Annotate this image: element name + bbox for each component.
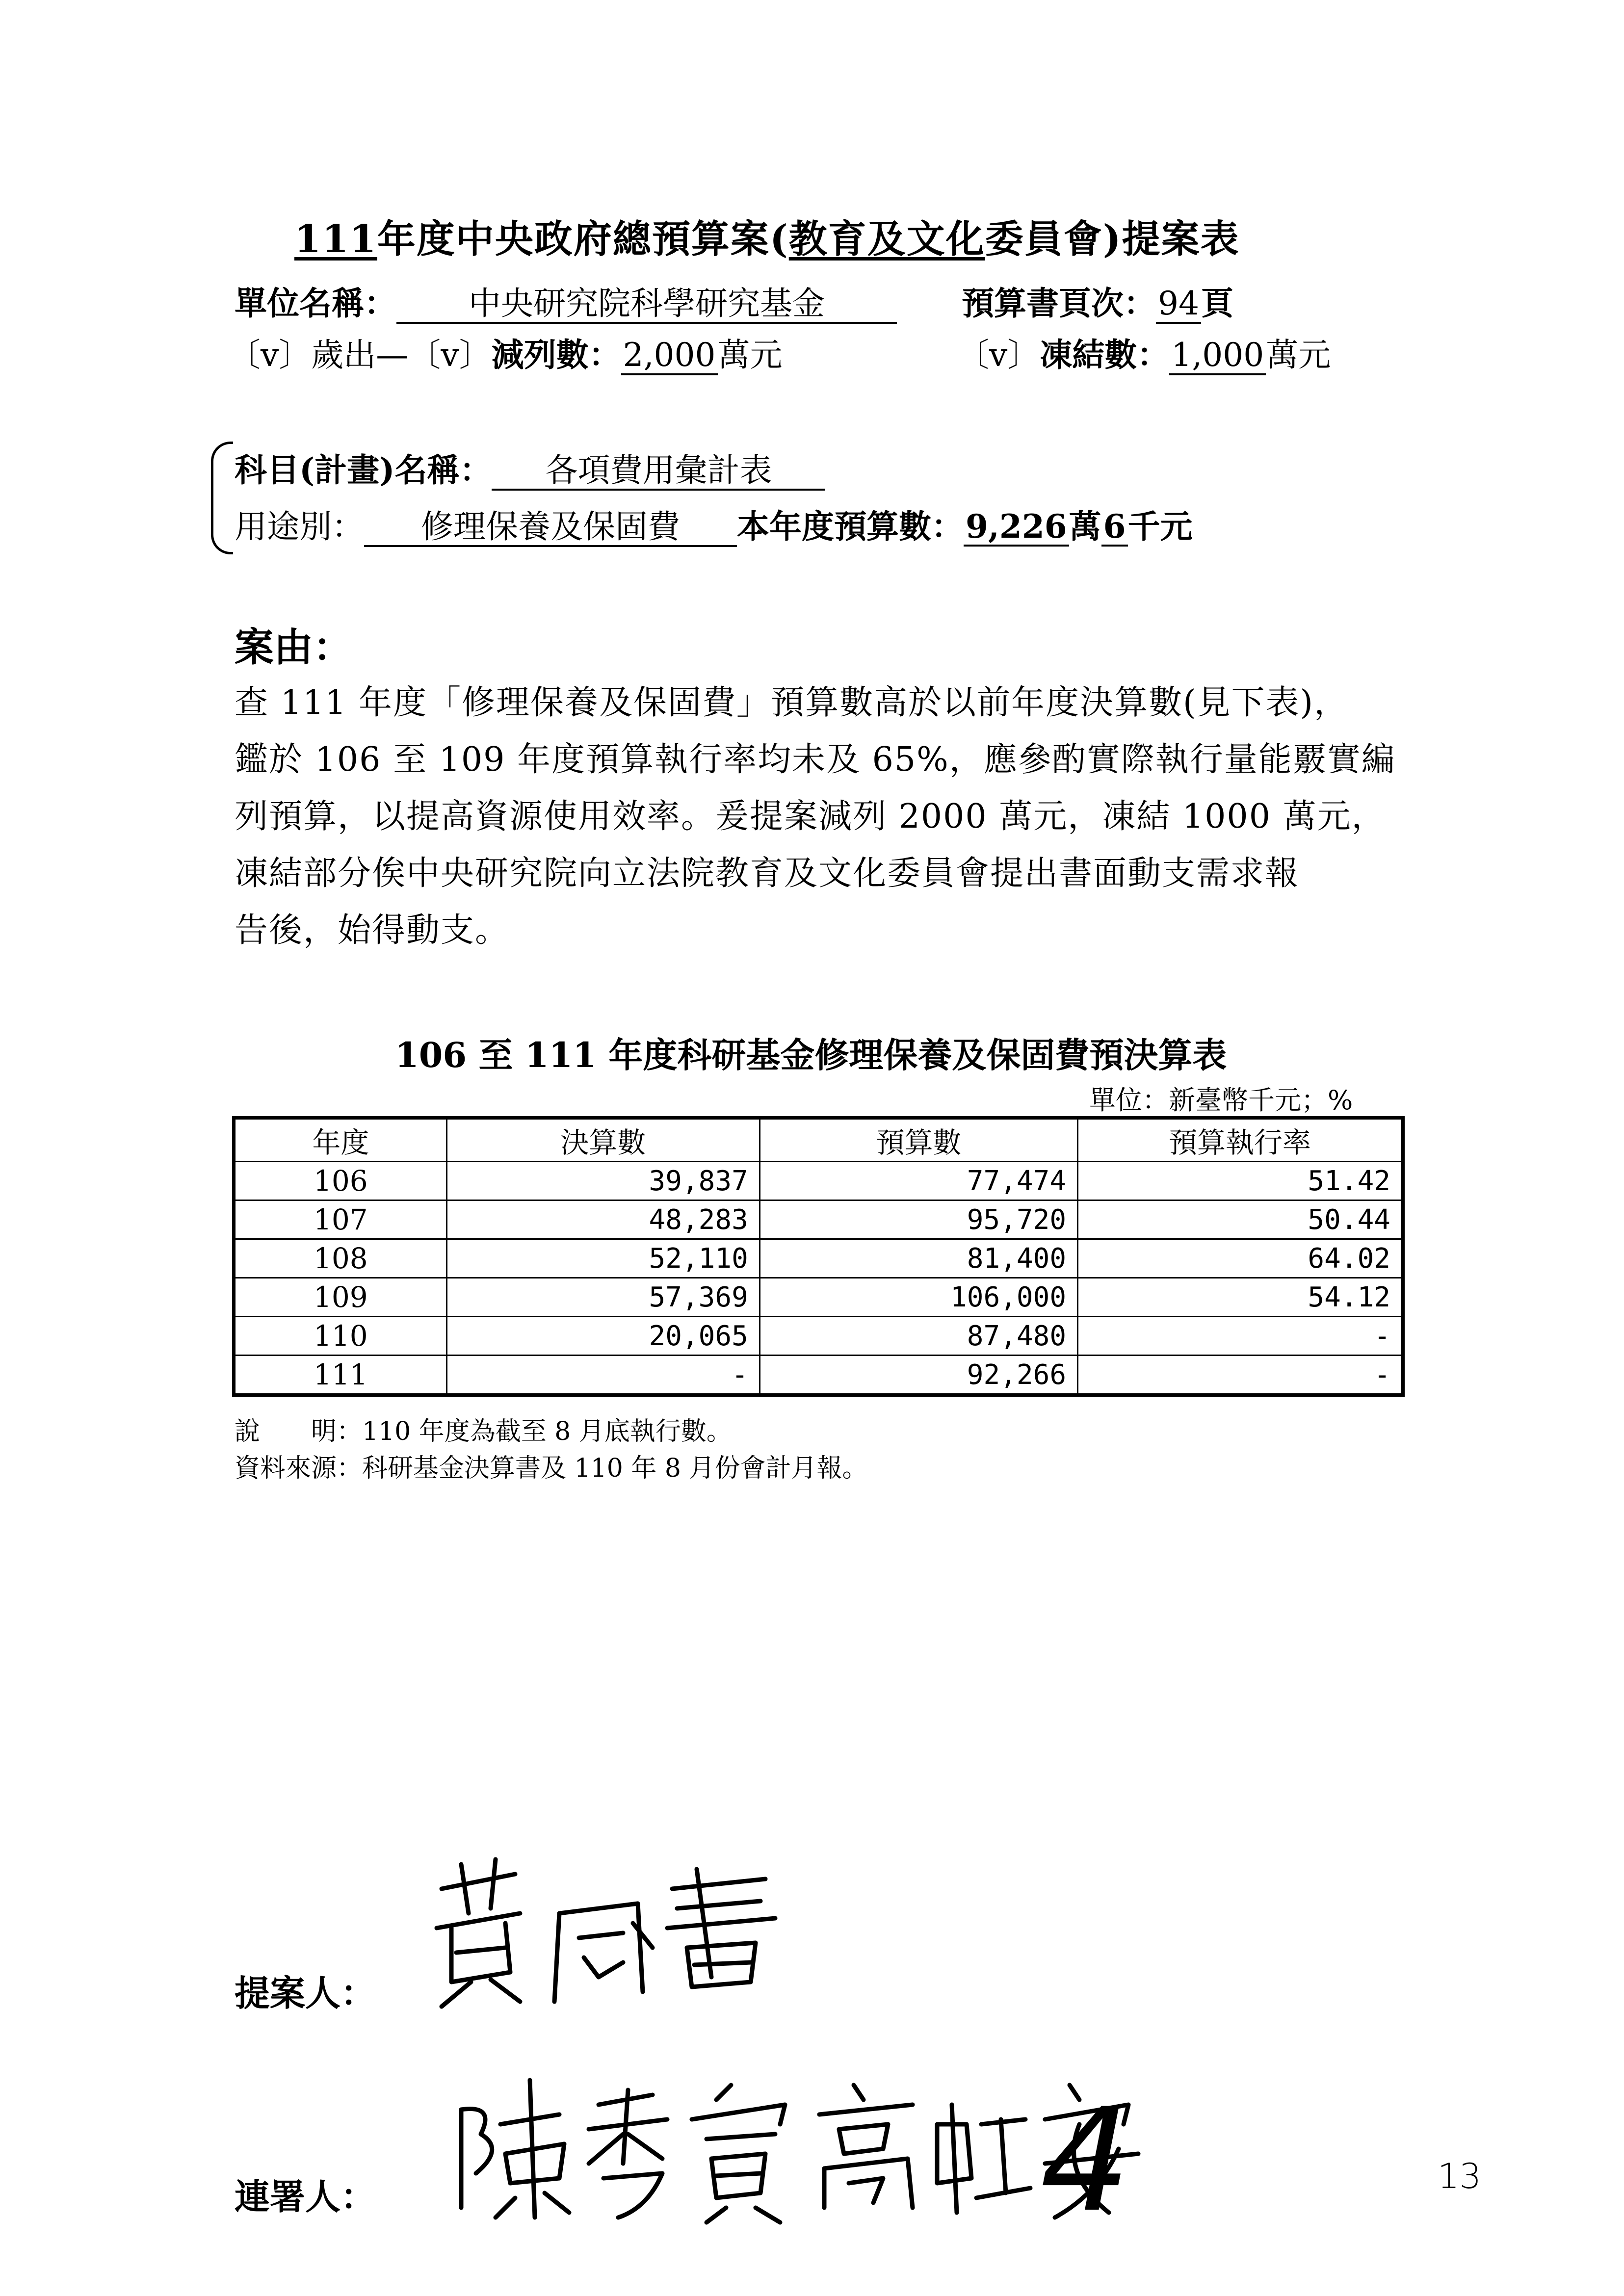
- cell-budget: 81,400: [760, 1239, 1077, 1278]
- cell-year: 106: [234, 1162, 447, 1200]
- budget-unit2: 千元: [1127, 507, 1193, 546]
- proposer-signature: [422, 1854, 795, 2016]
- cell-rate: 50.44: [1078, 1200, 1403, 1239]
- col-budget-header: 預算數: [760, 1118, 1077, 1162]
- freeze-unit: 萬元: [1266, 336, 1331, 374]
- subject-value: 各項費用彙計表: [492, 453, 825, 491]
- cell-actual: 52,110: [446, 1239, 760, 1278]
- cell-actual: -: [446, 1356, 760, 1395]
- title-year: 111: [294, 217, 377, 261]
- cell-year: 109: [234, 1278, 447, 1317]
- page-suffix: 頁: [1201, 284, 1233, 322]
- use-label: 用途別：: [235, 508, 364, 546]
- use-row: [235, 500, 1193, 547]
- reason-line: 列預算，以提高資源使用效率。爰提案減列 2000 萬元，凍結 1000 萬元，: [235, 797, 1386, 836]
- cell-year: 107: [234, 1200, 447, 1239]
- col-rate-header: 預算執行率: [1078, 1118, 1403, 1162]
- title-committee: 教育及文化: [788, 217, 985, 261]
- subject-brace: [211, 442, 233, 554]
- cell-budget: 92,266: [760, 1356, 1077, 1395]
- table-note: 說 明：110 年度為截至 8 月底執行數。: [235, 1417, 732, 1446]
- table-row: [234, 1278, 1403, 1317]
- freeze-value: 1,000: [1169, 338, 1266, 375]
- table-row: [234, 1239, 1403, 1278]
- table-row: [234, 1200, 1403, 1239]
- cut-unit: 萬元: [717, 336, 783, 374]
- col-actual-header: 決算數: [446, 1118, 760, 1162]
- action-row: [228, 329, 783, 375]
- cell-rate: -: [1078, 1356, 1403, 1395]
- page-label: 預算書頁次：: [962, 284, 1156, 322]
- subject-row: [235, 444, 825, 491]
- cell-year: 110: [234, 1317, 447, 1356]
- page-mark: 13: [1438, 2156, 1482, 2196]
- reason-body: [235, 675, 1441, 959]
- page-title: [294, 209, 1240, 263]
- reason-line: 告後，始得動支。: [235, 911, 510, 950]
- reason-line: 查 111 年度「修理保養及保固費」預算數高於以前年度決算數(見下表)，: [235, 683, 1349, 722]
- table-row: [234, 1317, 1403, 1356]
- table-header-row: [234, 1118, 1403, 1162]
- cell-budget: 87,480: [760, 1317, 1077, 1356]
- cut-value: 2,000: [621, 338, 718, 375]
- cell-rate: 54.12: [1078, 1278, 1403, 1317]
- budget-value2: 6: [1101, 509, 1128, 547]
- budget-table: [232, 1116, 1405, 1397]
- table-title: 106 至 111 年度科研基金修理保養及保固費預決算表: [395, 1035, 1227, 1075]
- cut-label: 減列數：: [491, 336, 621, 374]
- col-year-header: 年度: [234, 1118, 447, 1162]
- freeze-check: 〔v〕: [957, 336, 1040, 374]
- table-source: 資料來源：科研基金決算書及 110 年 8 月份會計月報。: [235, 1454, 868, 1483]
- cell-actual: 20,065: [446, 1317, 760, 1356]
- cell-rate: 64.02: [1078, 1239, 1403, 1278]
- freeze-label: 凍結數：: [1040, 336, 1170, 374]
- freeze-row: [957, 329, 1331, 375]
- cell-year: 111: [234, 1356, 447, 1395]
- expense-check: 〔v〕歲出—〔v〕: [228, 336, 492, 374]
- unit-label: 單位名稱：: [235, 284, 396, 322]
- reason-line: 凍結部分俟中央研究院向立法院教育及文化委員會提出書面動支需求報: [235, 854, 1300, 893]
- budget-unit1: 萬: [1069, 507, 1101, 546]
- cell-rate: -: [1078, 1317, 1403, 1356]
- budget-label: 本年度預算數：: [737, 507, 964, 546]
- subject-label: 科目(計畫)名稱：: [235, 451, 492, 489]
- table-row: [234, 1356, 1403, 1395]
- cell-budget: 95,720: [760, 1200, 1077, 1239]
- reason-heading: 案由：: [235, 624, 352, 670]
- cell-actual: 48,283: [446, 1200, 760, 1239]
- cell-budget: 77,474: [760, 1162, 1077, 1200]
- cell-actual: 39,837: [446, 1162, 760, 1200]
- proposer-label: 提案人：: [235, 1972, 376, 2014]
- cell-year: 108: [234, 1239, 447, 1278]
- cosigner-label: 連署人：: [235, 2176, 376, 2218]
- table-row: [234, 1162, 1403, 1200]
- title-part1: 年度中央政府總預算案(: [377, 217, 789, 261]
- cosigner-count: 4: [1040, 2078, 1131, 2244]
- page-ref-row: [962, 277, 1233, 324]
- reason-line: 鑑於 106 至 109 年度預算執行率均未及 65%，應參酌實際執行量能覈實編: [235, 740, 1396, 779]
- unit-row: [235, 277, 897, 324]
- cell-rate: 51.42: [1078, 1162, 1403, 1200]
- page-value: 94: [1156, 286, 1201, 324]
- use-value: 修理保養及保固費: [364, 509, 737, 547]
- table-unit: 單位：新臺幣千元；%: [1089, 1085, 1353, 1116]
- unit-value: 中央研究院科學研究基金: [396, 286, 897, 324]
- budget-value: 9,226: [964, 509, 1069, 547]
- cell-budget: 106,000: [760, 1278, 1077, 1317]
- title-part2: 委員會)提案表: [985, 217, 1240, 261]
- cell-actual: 57,369: [446, 1278, 760, 1317]
